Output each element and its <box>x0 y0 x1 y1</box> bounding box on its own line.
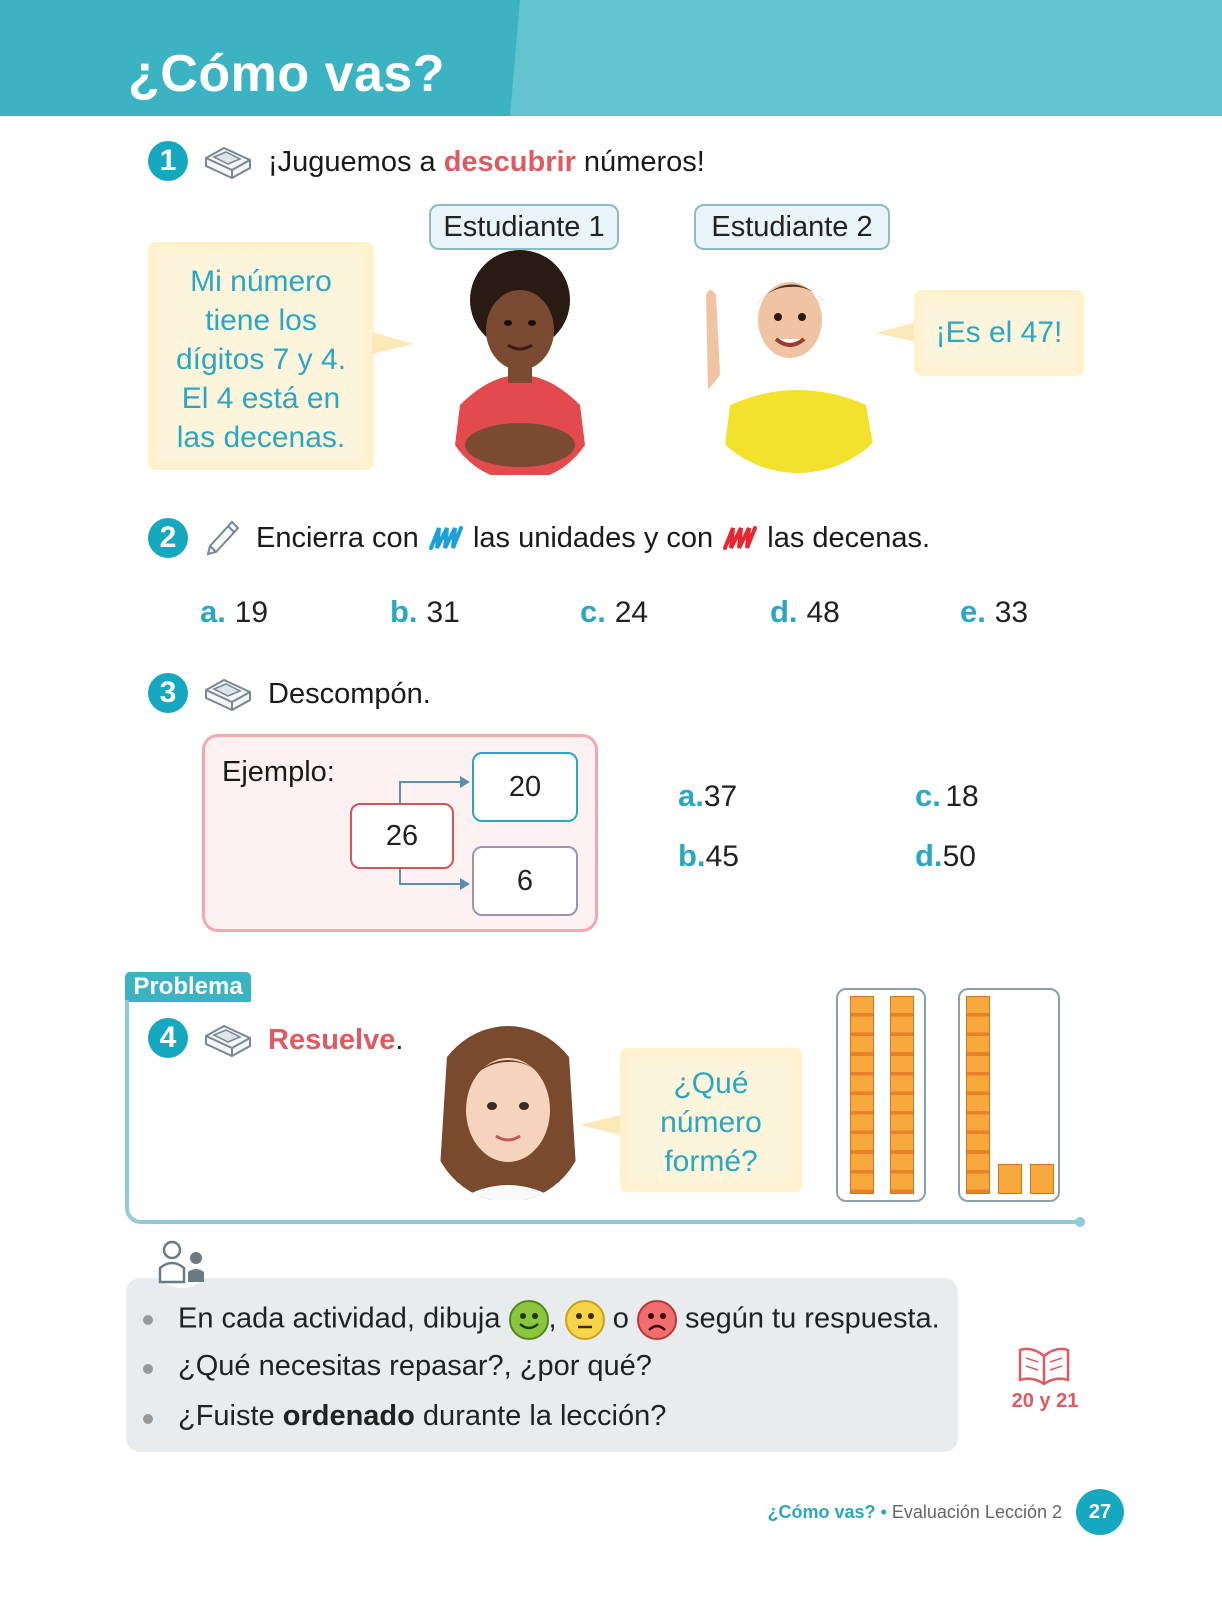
example-label: Ejemplo: <box>222 756 335 788</box>
item-c <box>580 594 648 630</box>
item-letter: d. <box>915 838 943 873</box>
reflection-line-3 <box>178 1400 666 1433</box>
people-icon <box>156 1240 208 1284</box>
example-number-box: 26 <box>350 803 454 869</box>
footer-section: ¿Cómo vas? <box>767 1502 876 1522</box>
descompon-item-b <box>678 838 739 874</box>
item-letter: d. <box>770 594 798 629</box>
reflection-line-2: ¿Qué necesitas repasar?, ¿por qué? <box>178 1350 652 1382</box>
bubble1-line: las decenas. <box>176 421 346 454</box>
ten-rod <box>850 996 874 1194</box>
activity4-instruction <box>268 1024 403 1057</box>
speech-bubble-2: ¡Es el 47! <box>914 290 1084 376</box>
unit-cube <box>998 1164 1022 1194</box>
item-value: 19 <box>234 596 269 629</box>
activity-number-4: 4 <box>148 1018 188 1058</box>
reflection-text: según tu respuesta. <box>684 1302 940 1335</box>
blue-marker-scribble-icon <box>427 524 465 554</box>
tens-box: 20 <box>472 752 578 822</box>
bubble4-tail <box>580 1112 624 1138</box>
problem-frame-corner <box>125 1208 147 1224</box>
girl-photo <box>428 1010 588 1202</box>
sad-face-icon <box>637 1300 677 1340</box>
page-number: 27 <box>1076 1489 1124 1535</box>
unit-cube <box>1030 1164 1054 1194</box>
pencil-icon <box>204 516 242 556</box>
item-letter: c. <box>580 594 606 629</box>
instr-part: las decenas. <box>767 522 931 554</box>
activity3-instruction: Descompón. <box>268 678 431 710</box>
speech-bubble-4 <box>620 1048 802 1192</box>
student1-label: Estudiante 1 <box>429 204 619 250</box>
page-title: ¿Cómo vas? <box>128 45 446 103</box>
instr-suffix: números! <box>575 146 705 178</box>
bubble1-line: El 4 está en <box>181 382 341 415</box>
descompon-item-a <box>678 778 737 814</box>
footer-subtitle: Evaluación Lección 2 <box>891 1502 1062 1522</box>
bubble1-line: dígitos 7 y 4. <box>175 343 347 376</box>
instr-period: . <box>395 1024 404 1056</box>
activity-number-2: 2 <box>148 518 188 558</box>
bullet <box>143 1364 153 1374</box>
student1-photo <box>440 245 600 475</box>
descompon-item-d <box>915 838 976 874</box>
pages-reference: 20 y 21 <box>1011 1390 1079 1412</box>
bullet <box>143 1315 153 1325</box>
red-marker-scribble-icon <box>721 524 759 554</box>
reflection-bold: ordenado <box>282 1400 415 1432</box>
item-letter: a. <box>200 594 226 629</box>
activity1-instruction <box>268 146 705 179</box>
bubble1-line: tiene los <box>205 304 317 337</box>
speech-bubble-1 <box>148 242 374 470</box>
item-b <box>390 594 460 630</box>
reflection-line-1 <box>178 1300 940 1340</box>
bubble1-line: Mi número <box>190 265 332 298</box>
bullet <box>143 1414 153 1424</box>
footer-text <box>700 1502 1062 1523</box>
item-letter: e. <box>960 594 986 629</box>
instr-highlight: Resuelve <box>268 1024 396 1056</box>
bubble1-tail <box>372 330 416 356</box>
item-value: 33 <box>994 596 1029 629</box>
reflection-sep: o <box>612 1302 629 1335</box>
item-value: 45 <box>705 840 739 873</box>
descompon-item-c <box>915 778 979 814</box>
footer-bullet: • <box>880 1502 887 1522</box>
notebook-icon <box>202 676 254 712</box>
item-value: 50 <box>942 840 976 873</box>
instr-part: Encierra con <box>256 522 419 554</box>
activity-number-3: 3 <box>148 673 188 713</box>
reflection-text: ¿Fuiste <box>178 1400 283 1432</box>
item-d <box>770 594 840 630</box>
item-value: 48 <box>806 596 840 629</box>
item-e <box>960 594 1028 630</box>
problem-frame-dot <box>1075 1217 1085 1227</box>
item-value: 37 <box>703 780 738 813</box>
happy-face-icon <box>509 1300 549 1340</box>
instr-prefix: ¡Juguemos a <box>268 146 444 178</box>
instr-part: las unidades y con <box>472 522 714 554</box>
item-value: 24 <box>614 596 649 629</box>
notebook-icon <box>202 1022 254 1058</box>
student2-photo <box>690 255 905 475</box>
instr-highlight: descubrir <box>443 146 576 178</box>
bubble2-tail <box>876 322 916 344</box>
bubble4-line: ¿Qué <box>673 1067 749 1100</box>
reflection-text: En cada actividad, dibuja <box>178 1302 501 1335</box>
problem-frame-left <box>125 1000 129 1210</box>
problema-tag: Problema <box>125 972 251 1002</box>
bubble4-line: número <box>660 1106 762 1139</box>
ten-rod <box>966 996 990 1194</box>
item-letter: b. <box>678 838 706 873</box>
reflection-text: durante la lección? <box>414 1400 667 1432</box>
units-box: 6 <box>472 846 578 916</box>
item-letter: c. <box>915 778 941 813</box>
activity-number-1: 1 <box>148 141 188 181</box>
bubble4-line: formé? <box>664 1145 758 1178</box>
reflection-sep: , <box>548 1302 557 1335</box>
problem-frame-bottom <box>146 1220 1080 1224</box>
item-value: 18 <box>945 780 979 813</box>
open-book-icon <box>1016 1342 1072 1388</box>
ten-rod <box>890 996 914 1194</box>
item-letter: b. <box>390 594 418 629</box>
item-letter: a. <box>678 778 704 813</box>
student2-label: Estudiante 2 <box>694 204 890 250</box>
item-value: 31 <box>426 596 460 629</box>
item-a <box>200 594 268 630</box>
activity2-instruction <box>256 522 930 555</box>
neutral-face-icon <box>565 1300 605 1340</box>
notebook-icon <box>202 144 254 180</box>
